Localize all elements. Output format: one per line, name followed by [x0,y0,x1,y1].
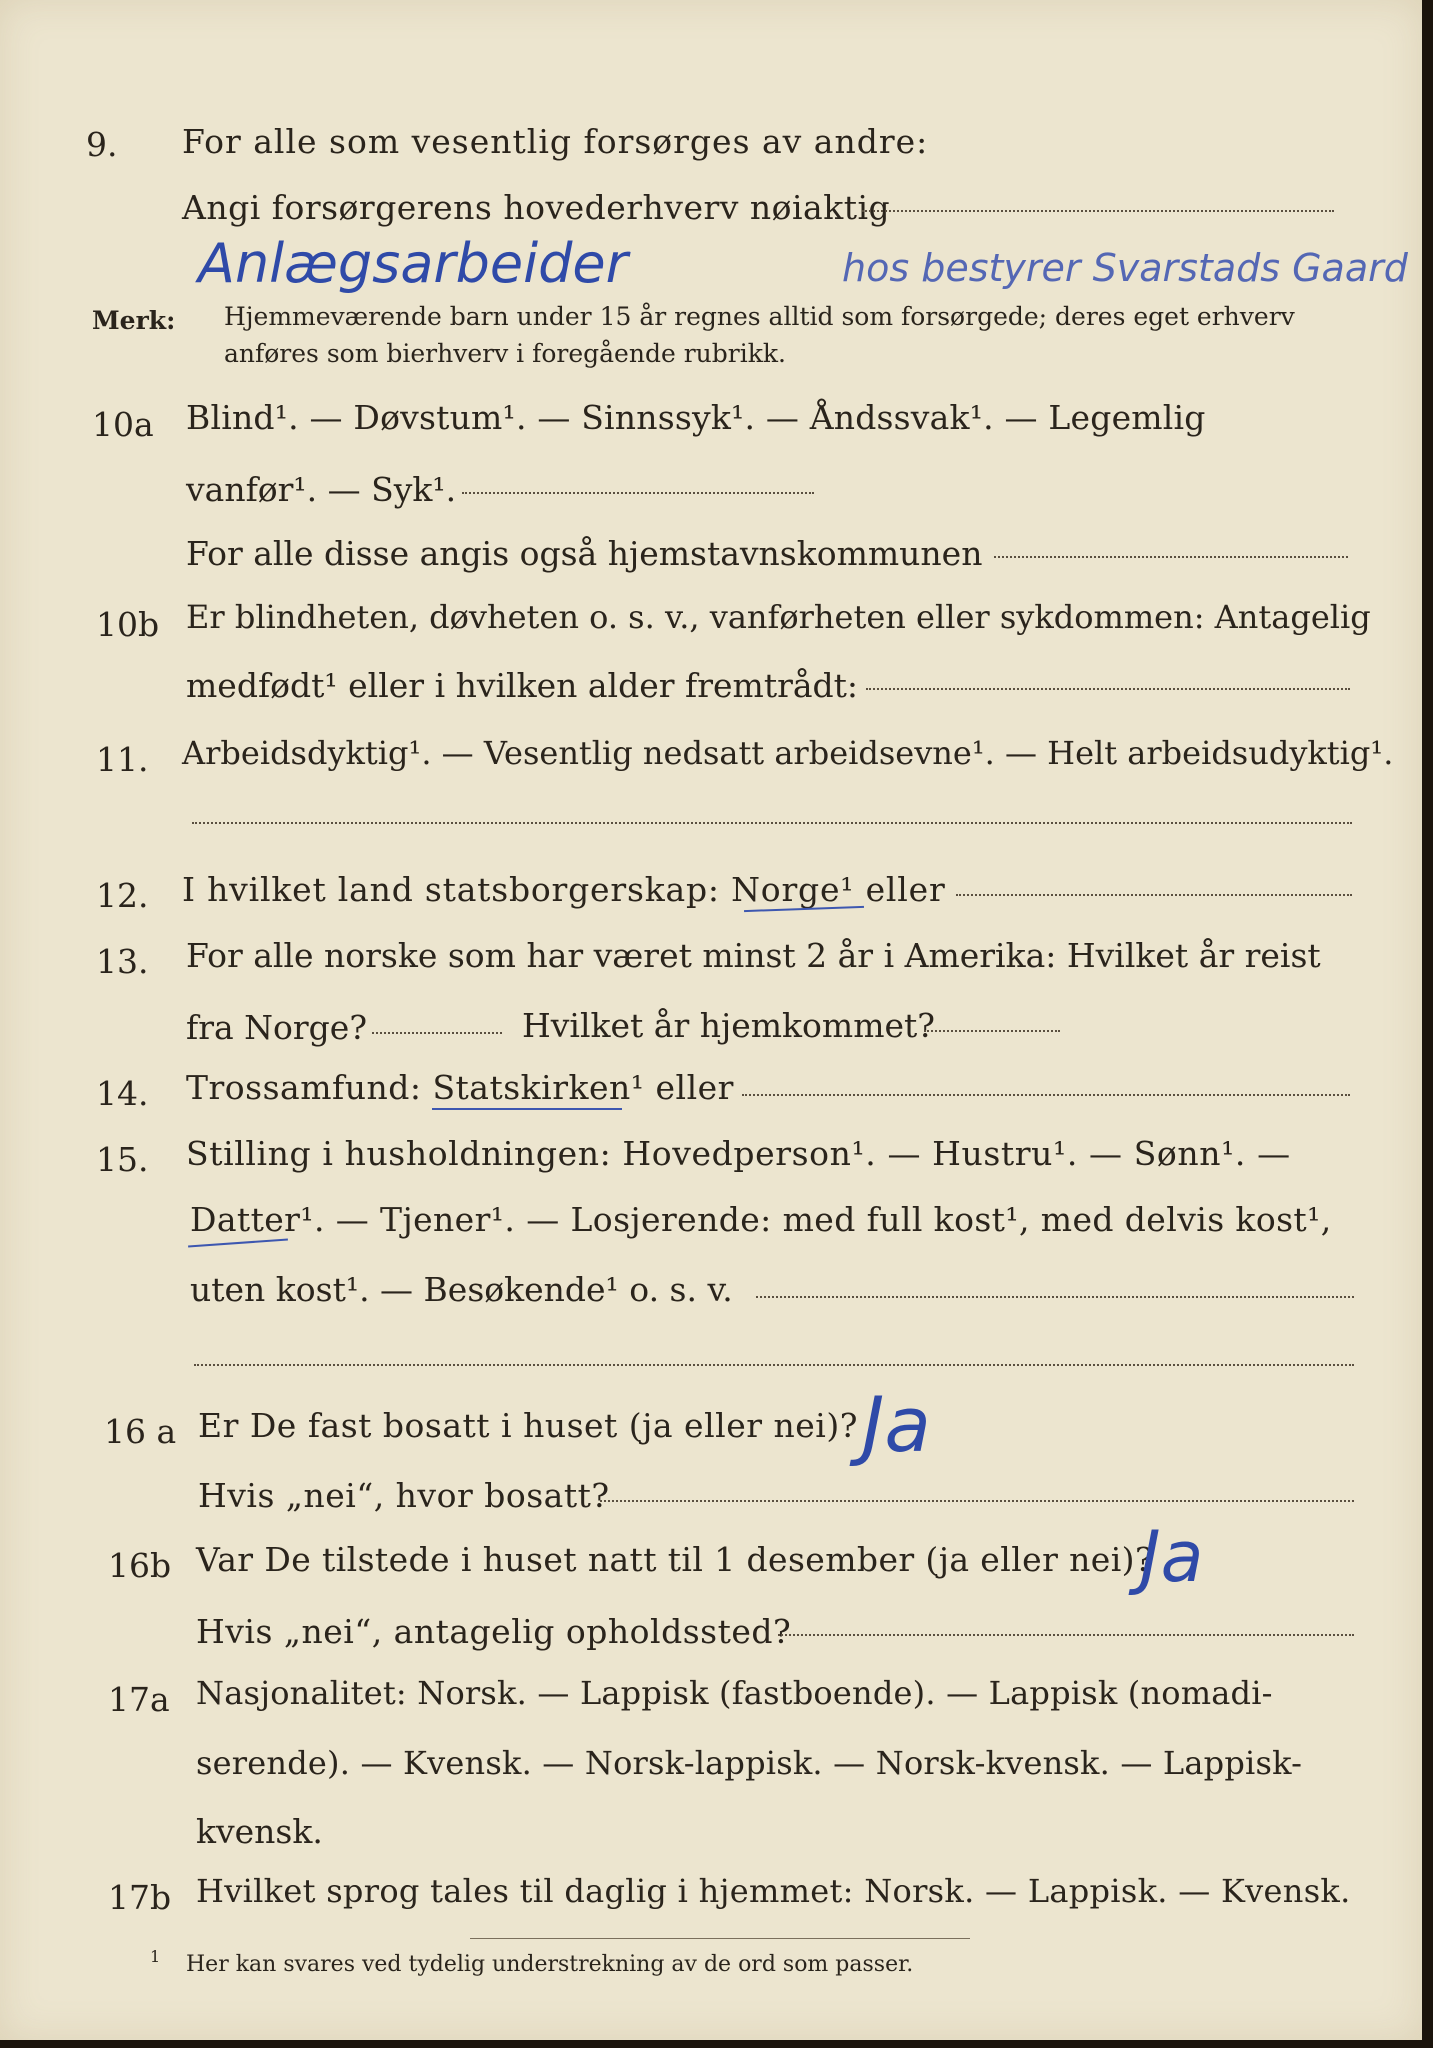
q16b-text-line2: Hvis „nei“, antagelig opholdssted? [196,1612,792,1651]
q10b-answer-line [866,688,1350,690]
q17b-text-line1: Hvilket sprog tales til daglig i hjemmet: Norsk. — Lappisk. — Kvensk. [196,1872,1351,1910]
q9-number: 9. [86,125,118,164]
q12-answer-line [956,894,1352,896]
q15-text-line2: Datter¹. — Tjener¹. — Losjerende: med full kost¹, med delvis kost¹, [190,1200,1332,1239]
q17a-text-line2: serende). — Kvensk. — Norsk-lappisk. — Norsk-kvensk. — Lappisk- [196,1744,1303,1782]
q12-text-line1: I hvilket land statsborgerskap: Norge¹ eller [182,870,946,909]
q16b-text-line1: Var De tilstede i huset natt til 1 desember (ja eller nei)? [196,1540,1154,1579]
q13-text-line1: For alle norske som har været minst 2 år i Amerika: Hvilket år reist [186,936,1321,975]
q10b-number: 10b [96,605,160,644]
q12-number: 12. [96,876,149,915]
q15-number: 15. [96,1140,149,1179]
q14-answer-line [742,1094,1350,1096]
q10a-answer-line [462,492,814,494]
q17a-number: 17a [108,1680,170,1719]
q13-year-left-line [372,1032,502,1034]
footnote-separator [470,1938,970,1939]
q16b-handwritten-answer: Ja [1140,1516,1204,1598]
q9-handwritten-answer: Anlægsarbeider [198,232,628,295]
q10a-text-line3: For alle disse angis også hjemstavnskommunen [186,534,983,573]
q11-text-line1: Arbeidsdyktig¹. — Vesentlig nedsatt arbeidsevne¹. — Helt arbeidsudyktig¹. [182,734,1394,772]
q9-text-line2: Angi forsørgerens hovederhverv nøiaktig [182,188,891,227]
q14-number: 14. [96,1074,149,1113]
q13-text-line2b: Hvilket år hjemkommet? [522,1006,935,1045]
q9-text-line1: For alle som vesentlig forsørges av andre: [182,122,929,161]
q17a-text-line1: Nasjonalitet: Norsk. — Lappisk (fastboende). — Lappisk (nomadi- [196,1674,1273,1712]
q17b-number: 17b [108,1878,172,1917]
q16a-text-line2: Hvis „nei“, hvor bosatt? [198,1476,610,1515]
q15-answer-line [756,1296,1354,1298]
q15-datter-underline [188,1239,288,1248]
q13-number: 13. [96,942,149,981]
q11-number: 11. [96,740,149,779]
q13-text-line2a: fra Norge? [186,1008,368,1047]
q15-answer-line2 [194,1364,1354,1366]
merk-text-line1: Hjemmeværende barn under 15 år regnes alltid som forsørgede; deres eget erhverv [224,302,1295,331]
q14-text-line1: Trossamfund: Statskirken¹ eller [186,1068,734,1107]
q16a-number: 16 a [104,1412,177,1451]
q10a-number: 10a [92,405,154,444]
q16b-answer-line [778,1634,1354,1636]
q14-statskirken-underline [432,1108,622,1110]
q15-text-line3: uten kost¹. — Besøkende¹ o. s. v. [190,1270,733,1309]
q17a-text-line3: kvensk. [196,1812,323,1851]
q16a-text-line1: Er De fast bosatt i huset (ja eller nei)? [198,1406,858,1445]
merk-text-line2: anføres som bierhverv i foregående rubrikk. [224,339,786,368]
q10b-text-line1: Er blindheten, døvheten o. s. v., vanførheten eller sykdommen: Antagelig [186,598,1371,636]
q9-answer-line [862,210,1334,212]
q16a-handwritten-answer: Ja [862,1380,931,1469]
q16a-answer-line [600,1500,1354,1502]
q10a-hometown-line [994,556,1348,558]
q11-answer-line [192,822,1352,824]
q10a-text-line1: Blind¹. — Døvstum¹. — Sinnssyk¹. — Åndssvak¹. — Legemlig [186,398,1206,437]
merk-label: Merk: [92,306,176,335]
q16b-number: 16b [108,1546,172,1585]
q10a-text-line2: vanfør¹. — Syk¹. [186,470,457,509]
footnote-marker: 1 [150,1947,161,1966]
q9-handwritten-answer-note: hos bestyrer Svarstads Gaard [842,246,1408,290]
q15-text-line1: Stilling i husholdningen: Hovedperson¹. — Hustru¹. — Sønn¹. — [186,1134,1291,1173]
footnote-text: Her kan svares ved tydelig understrekning av de ord som passer. [186,1952,914,1977]
q10b-text-line2: medfødt¹ eller i hvilken alder fremtrådt: [186,666,859,705]
q13-year-returned-line [924,1030,1060,1032]
